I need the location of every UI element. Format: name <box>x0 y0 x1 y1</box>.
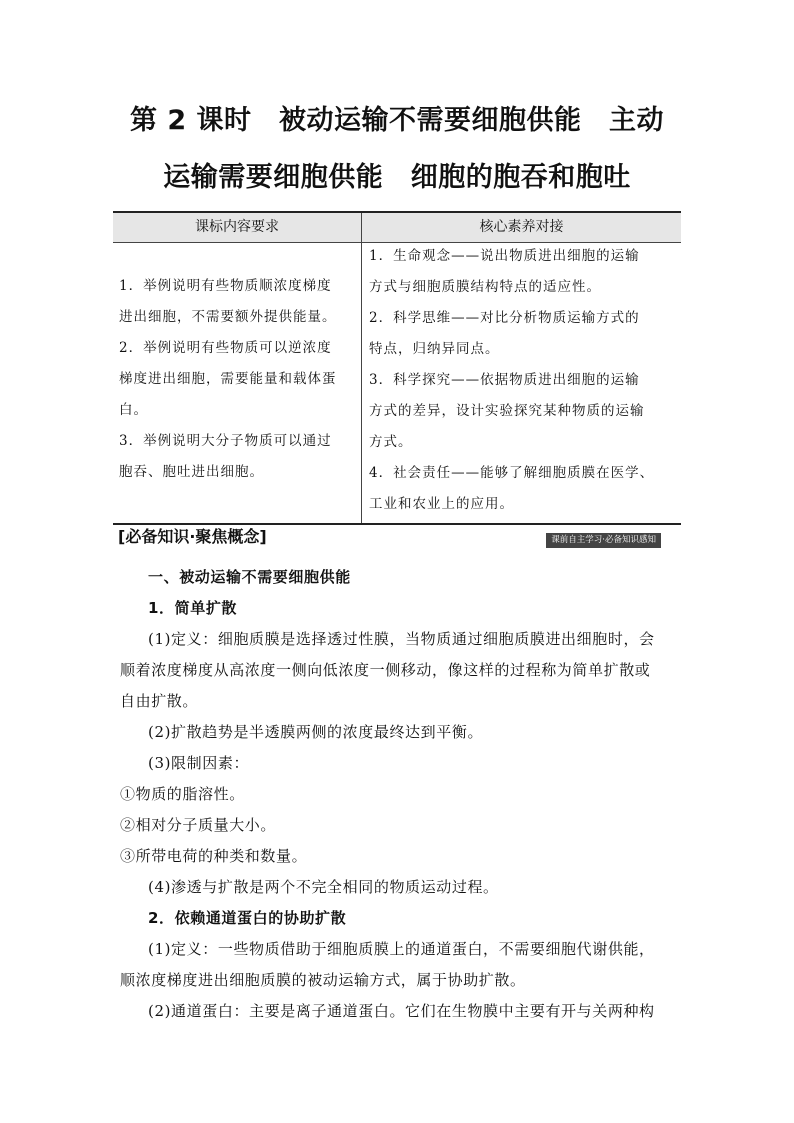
paragraph-line: (2)通道蛋白：主要是离子通道蛋白。它们在生物膜中主要有开与关两种构 <box>148 1002 655 1020</box>
list-item: ①物质的脂溶性。 <box>120 785 245 803</box>
table-header-standards: 课标内容要求 <box>113 213 361 243</box>
table-line: 特点，归纳异同点。 <box>369 341 500 357</box>
table-cell-core-literacy <box>369 241 679 520</box>
list-item: ②相对分子质量大小。 <box>120 816 277 834</box>
table-line: 胞吞、胞吐进出细胞。 <box>119 464 264 480</box>
section-heading: 一、被动运输不需要细胞供能 <box>148 568 351 586</box>
table-line: 进出细胞，不需要额外提供能量。 <box>119 309 337 325</box>
table-line: 1．举例说明有些物质顺浓度梯度 <box>119 278 332 294</box>
page-title-line-1: 第 2 课时 被动运输不需要细胞供能 主动 <box>129 105 665 136</box>
table-line: 梯度进出细胞，需要能量和载体蛋 <box>119 371 337 387</box>
list-item: ③所带电荷的种类和数量。 <box>120 847 308 865</box>
table-line: 白。 <box>119 402 148 418</box>
table-cell-standards <box>119 271 359 488</box>
section-band-tag: 课前自主学习·必备知识感知 <box>546 533 661 548</box>
paragraph-line: (2)扩散趋势是半透膜两侧的浓度最终达到平衡。 <box>148 723 484 741</box>
body-text <box>120 562 680 1027</box>
table-line: 4．社会责任——能够了解细胞质膜在医学、 <box>369 465 655 481</box>
paragraph-line: (4)渗透与扩散是两个不完全相同的物质运动过程。 <box>148 878 499 896</box>
table-column-divider <box>361 213 362 523</box>
paragraph-line: (1)定义：细胞质膜是选择透过性膜，当物质通过细胞质膜进出细胞时，会 <box>148 630 655 648</box>
table-line: 3．科学探究——依据物质进出细胞的运输 <box>369 372 640 388</box>
curriculum-table <box>113 211 681 525</box>
table-line: 3．举例说明大分子物质可以通过 <box>119 433 332 449</box>
subsection-heading: 2．依赖通道蛋白的协助扩散 <box>148 909 347 927</box>
table-header-core-literacy: 核心素养对接 <box>362 213 681 243</box>
table-line: 方式的差异，设计实验探究某种物质的运输 <box>369 403 645 419</box>
subsection-heading: 1．简单扩散 <box>148 599 238 617</box>
paragraph-line: 顺浓度梯度进出细胞质膜的被动运输方式，属于协助扩散。 <box>120 971 526 989</box>
paragraph-line: 顺着浓度梯度从高浓度一侧向低浓度一侧移动，像这样的过程称为简单扩散或 <box>120 661 651 679</box>
table-line: 方式与细胞质膜结构特点的适应性。 <box>369 279 601 295</box>
section-band-title: [必备知识·聚焦概念] <box>118 527 267 546</box>
paragraph-line: 自由扩散。 <box>120 692 199 710</box>
page-title-line-2: 运输需要细胞供能 细胞的胞吞和胞吐 <box>163 162 631 193</box>
paragraph-line: (3)限制因素： <box>148 754 250 772</box>
table-line: 工业和农业上的应用。 <box>369 496 514 512</box>
table-line: 1．生命观念——说出物质进出细胞的运输 <box>369 248 640 264</box>
paragraph-line: (1)定义：一些物质借助于细胞质膜上的通道蛋白，不需要细胞代谢供能， <box>148 940 655 958</box>
section-band <box>113 521 681 551</box>
table-line: 方式。 <box>369 434 413 450</box>
table-line: 2．举例说明有些物质可以逆浓度 <box>119 340 332 356</box>
table-line: 2．科学思维——对比分析物质运输方式的 <box>369 310 640 326</box>
